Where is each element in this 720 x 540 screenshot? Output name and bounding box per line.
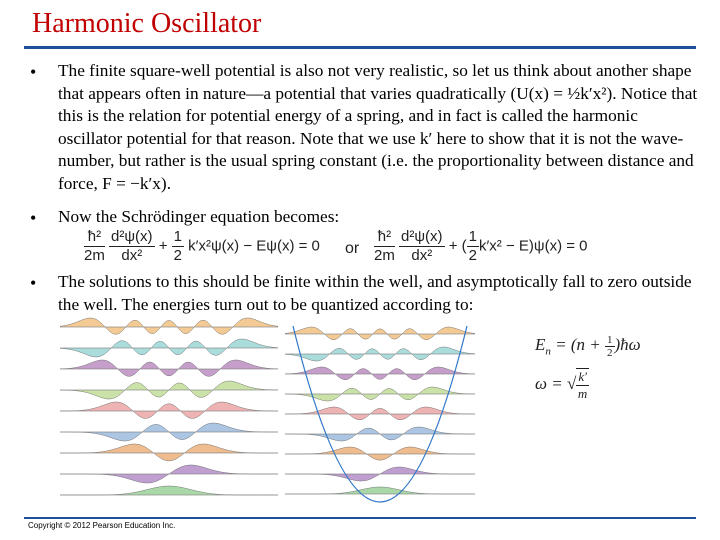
- wavefunction-curve: [60, 318, 278, 334]
- bullet-marker: •: [30, 273, 37, 293]
- title-underline: [24, 46, 696, 49]
- bullet-marker: •: [30, 62, 37, 82]
- potential-well-figure: [285, 318, 475, 508]
- bullet-text-2: Now the Schrödinger equation becomes:: [58, 207, 340, 226]
- wavefunction-curve: [285, 487, 475, 494]
- equation-or: or: [345, 240, 360, 257]
- wavefunction-stack-figure: [60, 312, 278, 507]
- footer-rule: [24, 517, 696, 519]
- wavefunction-curve: [60, 486, 278, 495]
- bullet-text-3: The solutions to this should be finite within the well, and asymptotically fall to zero outside the well. The energies turn out to be quantized according to:: [58, 272, 692, 314]
- schrodinger-equation-1: $\frac{\text{ħ²}}{2m}$ $\frac{\text{d²ψ(x)}}{\text{dx²}}$ + $\frac{1}{2}$ k′x²ψ(x) − Eψ(x) = 0: [84, 228, 320, 264]
- bullet-marker: •: [30, 208, 37, 228]
- wavefunction-curve: [285, 327, 475, 340]
- angular-frequency-formula: ω = √ $\frac{k'}{m}$: [535, 369, 588, 401]
- bullet-text-1: The finite square-well potential is also not very realistic, so let us think about another shape that appears often in nature—a potential that varies quadratically (U(x) = ½k′x²). Notice that this is the relation for potential energy of a spring, and in fact is called the harmonic oscillator potential for that reason. Note that we use k′ here to show that it is not the wave-number, but rather is the usual spring constant (i.e. the proportionality between distance and force, F = −k′x).: [58, 61, 698, 193]
- schrodinger-equation-2: $\frac{\text{ħ²}}{2m}$ $\frac{\text{d²ψ(x)}}{\text{dx²}}$ + ( $\frac{1}{2}$ k′x² − E)ψ(x) = 0: [374, 228, 588, 264]
- wavefunction-curve: [60, 444, 278, 461]
- copyright-notice: Copyright © 2012 Pearson Education Inc.: [28, 521, 176, 530]
- wavefunction-curve: [285, 367, 475, 380]
- wavefunction-curve: [60, 360, 278, 376]
- energy-quantization-formula: $E_n = (n$ + $\frac{1}{2}$ )ħω: [535, 334, 641, 359]
- wavefunction-curve: [285, 407, 475, 420]
- wavefunction-curve: [285, 447, 475, 460]
- slide-title: Harmonic Oscillator: [32, 8, 262, 39]
- wavefunction-curve: [60, 402, 278, 418]
